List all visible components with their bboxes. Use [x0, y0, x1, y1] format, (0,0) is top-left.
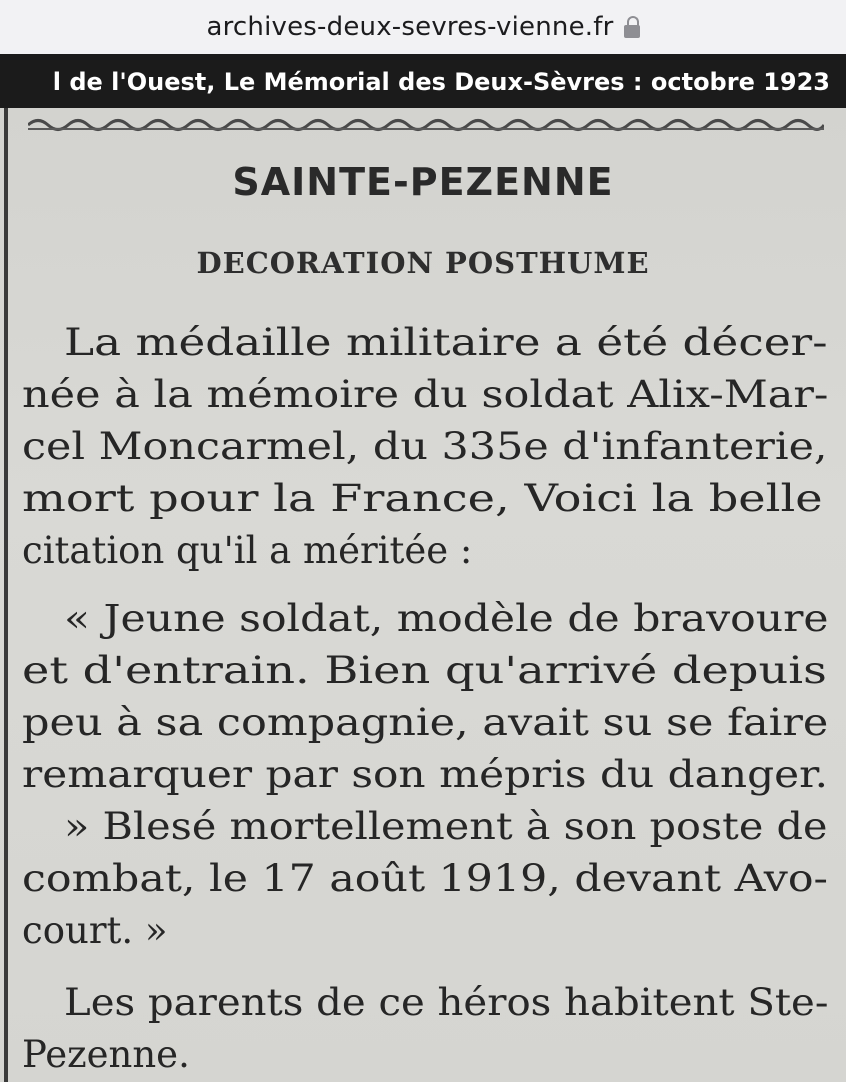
article-line: et d'entrain. Bien qu'arrivé depuis — [22, 649, 827, 692]
article-line: combat, le 17 août 1919, devant Avo- — [22, 857, 828, 900]
article-line: » Blesé mortellement à son poste de — [64, 805, 828, 848]
article-line: « Jeune soldat, modèle de bravoure — [64, 597, 829, 640]
browser-url-bar[interactable] — [0, 0, 846, 54]
document-title-banner — [0, 54, 846, 108]
article-line: cel Moncarmel, du 335e d'infanterie, — [22, 425, 828, 468]
article-line: peu à sa compagnie, avait su se faire — [22, 701, 829, 744]
article-line: La médaille militaire a été décer- — [64, 321, 828, 364]
lock-icon — [624, 16, 640, 38]
article-subheading: DECORATION POSTHUME — [196, 246, 650, 280]
article-line: Les parents de ce héros habitent Ste- — [64, 981, 829, 1024]
document-title: l de l'Ouest, Le Mémorial des Deux-Sèvres : octobre 1923 — [52, 68, 830, 96]
article-line: citation qu'il a méritée : — [22, 529, 473, 572]
newspaper-clipping — [0, 108, 846, 1082]
article-line: mort pour la France, Voici la belle — [22, 477, 823, 520]
article-line: court. » — [22, 909, 168, 952]
article-heading: SAINTE-PEZENNE — [232, 160, 614, 204]
article-line: née à la mémoire du soldat Alix-Mar- — [22, 373, 829, 416]
ornamental-divider — [28, 114, 824, 136]
article-line: remarquer par son mépris du danger. — [22, 753, 829, 796]
article-line: Pezenne. — [22, 1033, 190, 1076]
url-text[interactable]: archives-deux-sevres-vienne.fr — [206, 12, 614, 42]
